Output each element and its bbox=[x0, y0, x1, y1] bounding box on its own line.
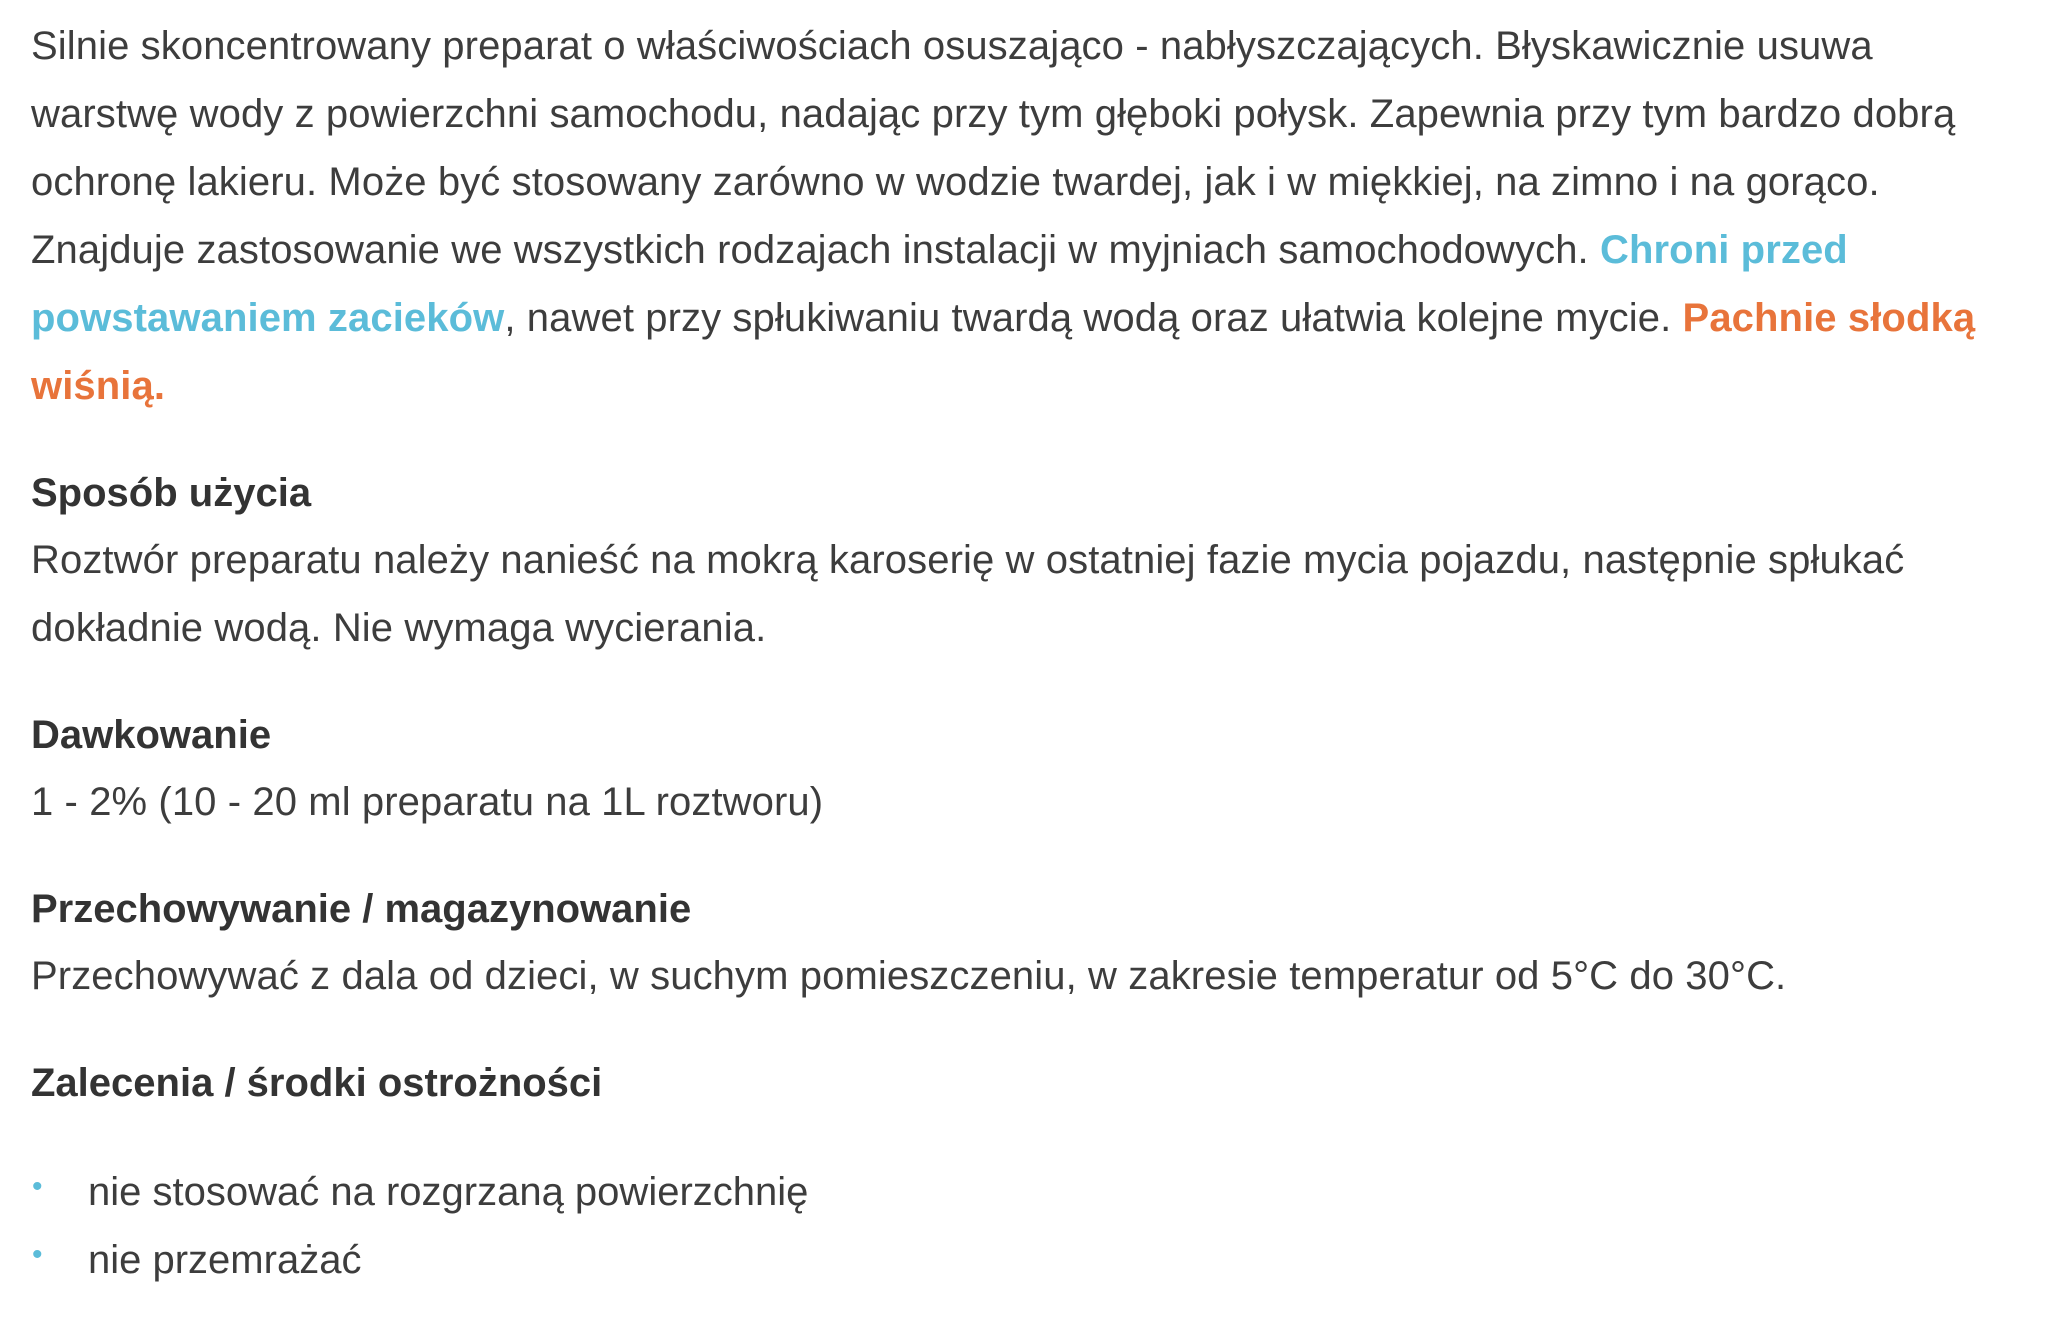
section-body-usage: Roztwór preparatu należy nanieść na mokrą karoserię w ostatniej fazie mycia pojazdu, następnie spłukać dokładnie wodą. Nie wymaga wycierania. bbox=[31, 538, 1905, 650]
section-dosage bbox=[31, 702, 2024, 836]
precautions-list bbox=[31, 1158, 2024, 1294]
bullet-dot-icon: • bbox=[32, 1238, 43, 1271]
section-body-storage: Przechowywać z dala od dzieci, w suchym pomieszczeniu, w zakresie temperatur od 5°C do 30°C. bbox=[31, 954, 1787, 998]
section-title-usage: Sposób użycia bbox=[31, 471, 312, 515]
intro-text-start: Silnie skoncentrowany preparat o właściwościach osuszająco - nabłyszczających. Błyskawicznie usuwa warstwę wody z powierzchni samochodu, nadając przy tym głęboki połysk. Zapewnia przy tym bardzo dobrą ochronę lakieru. Może być stosowany zarówno w wodzie twardej, jak i w miękkiej, na zimno i na gorąco. Znajduje zastosowanie we wszystkich rodzajach instalacji w myjniach samochodowych. bbox=[31, 24, 1956, 272]
highlight-streak-protection: Chroni przed powstawaniem zacieków bbox=[31, 228, 1848, 340]
intro-paragraph bbox=[31, 12, 2031, 420]
list-item-text: nie przemrażać bbox=[88, 1238, 362, 1282]
section-usage bbox=[31, 460, 2024, 662]
highlight-cherry-scent: Pachnie słodką wiśnią. bbox=[31, 296, 1976, 408]
section-precautions bbox=[31, 1050, 2024, 1294]
section-title-storage: Przechowywanie / magazynowanie bbox=[31, 887, 692, 931]
intro-text-middle: , nawet przy spłukiwaniu twardą wodą oraz ułatwia kolejne mycie. bbox=[504, 296, 1683, 340]
section-storage bbox=[31, 876, 2024, 1010]
list-item bbox=[31, 1158, 2024, 1226]
section-title-dosage: Dawkowanie bbox=[31, 713, 272, 757]
bullet-dot-icon: • bbox=[32, 1170, 43, 1203]
section-body-dosage: 1 - 2% (10 - 20 ml preparatu na 1L roztworu) bbox=[31, 780, 824, 824]
list-item bbox=[31, 1226, 2024, 1294]
section-title-precautions: Zalecenia / środki ostrożności bbox=[31, 1061, 603, 1105]
list-item-text: nie stosować na rozgrzaną powierzchnię bbox=[88, 1170, 809, 1214]
